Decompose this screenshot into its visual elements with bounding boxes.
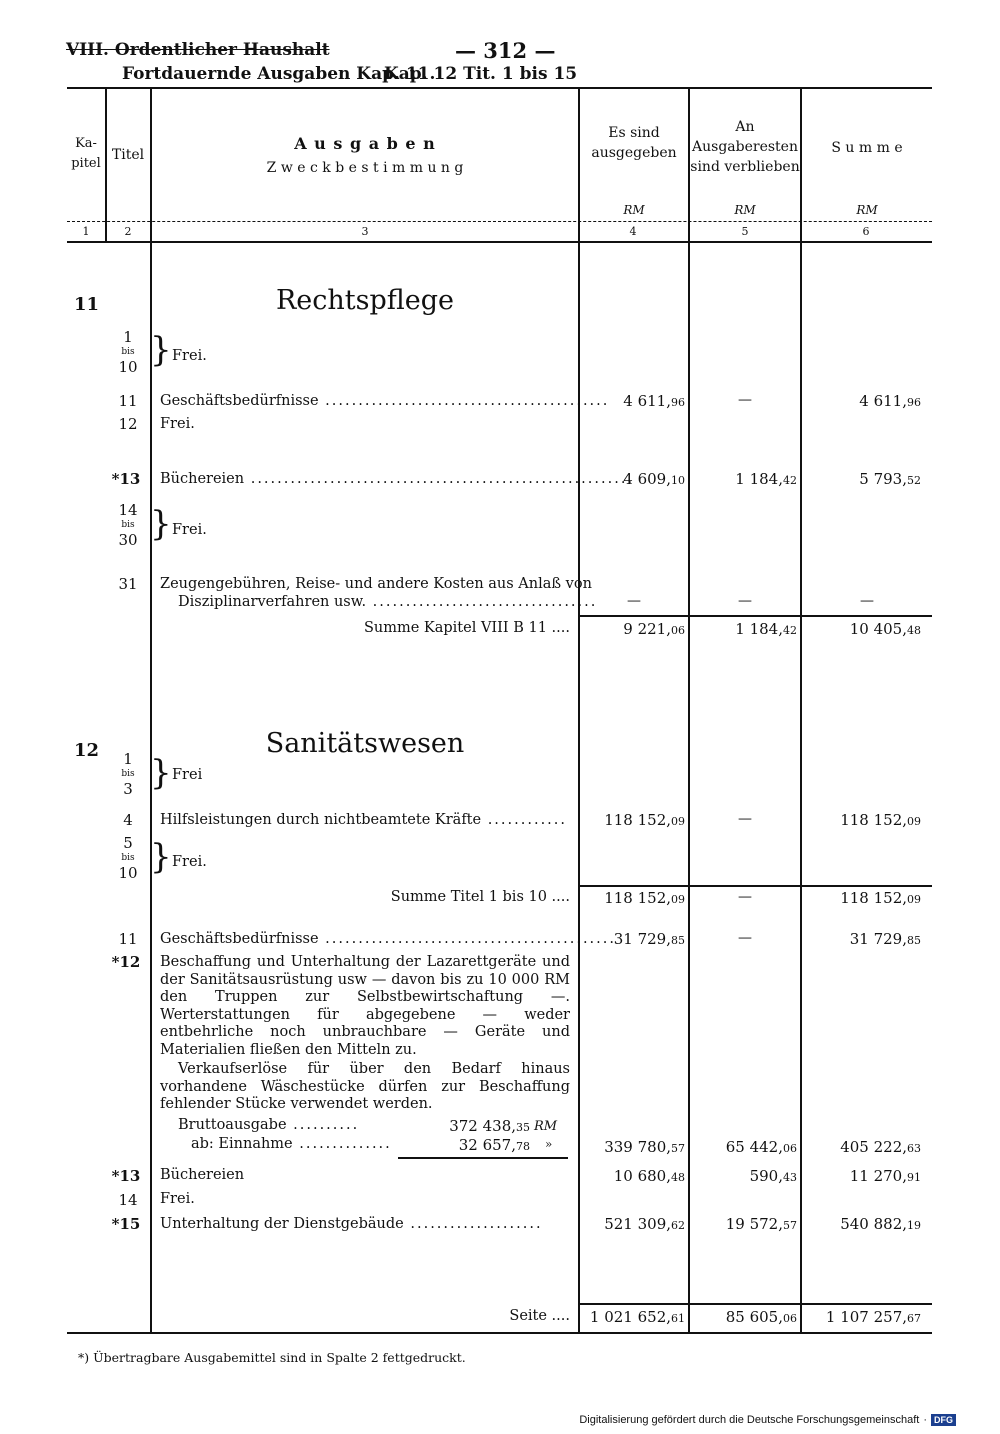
subtitle-left: Fortdauernde Ausgaben Kap. 11. <box>122 64 436 84</box>
k12-r12-brutto-unit: RM <box>534 1119 558 1134</box>
currency-col4: RM <box>623 203 645 217</box>
k11-r31-ausgegeben: — <box>627 593 641 609</box>
k12-r4-summe: 118 152,09 <box>840 811 921 829</box>
k12-r15-summe: 540 882,19 <box>840 1215 921 1233</box>
k11-r13-reste: 1 184,42 <box>735 470 797 488</box>
col-divider-4 <box>688 88 690 1333</box>
k11-sum-reste: 1 184,42 <box>735 620 797 638</box>
k12-r11-reste: — <box>738 930 752 946</box>
page-number: — 312 — <box>455 38 556 63</box>
k12-r12-ausgegeben: 339 780,57 <box>604 1138 685 1156</box>
kapitel-11-number: 11 <box>74 294 100 315</box>
kapitel-12-number: 12 <box>74 740 100 761</box>
k12-r12-einnahme-label: ab: Einnahme .............. <box>191 1136 392 1152</box>
k12-sum110-ausgegeben: 118 152,09 <box>604 889 685 907</box>
header-summe: S u m m e <box>831 140 903 156</box>
header-kapitel: Ka- pitel <box>71 136 101 171</box>
subtitle-right: Kap. 12 Tit. 1 bis 15 <box>384 64 578 84</box>
page-total-label: Seite .... <box>509 1308 570 1324</box>
k11-group1-titel: 1 bis 10 <box>118 328 138 376</box>
k12-r12-einnahme-amount: 32 657,78 <box>458 1136 530 1154</box>
page-total-summe: 1 107 257,67 <box>825 1308 921 1326</box>
k12-sum110-summe: 118 152,09 <box>840 889 921 907</box>
k12-r4-text: Hilfsleistungen durch nichtbeamtete Kräfte ............ <box>160 812 568 828</box>
col-divider-5 <box>800 88 802 1333</box>
k12-r13-ausgegeben: 10 680,48 <box>613 1167 685 1185</box>
colnum-2: 2 <box>124 225 132 238</box>
k12-sum110-reste: — <box>738 889 752 905</box>
k11-sum-ausgegeben: 9 221,06 <box>623 620 685 638</box>
table-bottom-rule <box>67 1332 932 1334</box>
k12-r12-reste: 65 442,06 <box>725 1138 797 1156</box>
part-heading: VIII. Ordentlicher Haushalt <box>66 40 330 60</box>
brace-icon: } <box>150 504 172 544</box>
k12-group1-titel: 1 bis 3 <box>121 750 135 798</box>
k12-r14-titel: 14 <box>118 1191 138 1209</box>
k12-sum110-label: Summe Titel 1 bis 10 .... <box>390 889 570 905</box>
k11-r11-titel: 11 <box>118 392 138 410</box>
col-divider-2 <box>150 88 152 1333</box>
k12-r13-summe: 11 270,91 <box>849 1167 921 1185</box>
k11-r11-summe: 4 611,96 <box>859 392 921 410</box>
header-zweck: Z w e c k b e s t i m m u n g <box>266 160 464 176</box>
dfg-logo-icon: DFG <box>931 1414 956 1426</box>
k11-r31-line2: Disziplinarverfahren usw. .................................. <box>178 594 598 610</box>
k12-r4-ausgegeben: 118 152,09 <box>604 811 685 829</box>
brace-icon: } <box>150 753 172 793</box>
dfg-credit-text: Digitalisierung gefördert durch die Deutsche Forschungsgemeinschaft <box>579 1414 920 1426</box>
footnote: *) Übertragbare Ausgabemittel sind in Spalte 2 fettgedruckt. <box>78 1350 466 1365</box>
k12-r12-einnahme-unit: » <box>545 1137 553 1151</box>
k12-r12-para2: Verkaufserlöse für über den Bedarf hinaus vorhandene Wäschestücke dürfen zur Beschaffung fehlender Stücke verwendet werden. <box>160 1061 570 1113</box>
k12-r15-titel: *15 <box>111 1215 141 1233</box>
k11-r31-summe: — <box>860 593 874 609</box>
k12-r12-para1: Beschaffung und Unterhaltung der Lazarettgeräte und der Sanitätsausrüstung usw — davon bis zu 10 000 RM den Truppen zur Selbstbewirtschaftung —. Werterstattungen für abgegebene — weder entbehrliche noch unbrauchbare — Geräte und Materialien fließen den Mitteln zu. <box>160 954 570 1058</box>
k12-r12-summe: 405 222,63 <box>840 1138 921 1156</box>
header-bottom-rule <box>67 241 932 243</box>
k12-r12-titel: *12 <box>111 953 141 971</box>
colnum-4: 4 <box>629 225 637 238</box>
k11-r12-text: Frei. <box>160 416 195 432</box>
colnum-3: 3 <box>361 225 369 238</box>
k11-r12-titel: 12 <box>118 415 138 433</box>
k12-r15-text: Unterhaltung der Dienstgebäude .................... <box>160 1216 543 1232</box>
k12-group2-titel: 5 bis 10 <box>118 834 138 882</box>
k11-sum-summe: 10 405,48 <box>849 620 921 638</box>
currency-col5: RM <box>734 203 756 217</box>
k12-r11-text: Geschäftsbedürfnisse ............................................ <box>160 931 616 947</box>
k11-r11-ausgegeben: 4 611,96 <box>623 392 685 410</box>
header-ausgabereste: An Ausgaberesten sind verblieben <box>690 119 800 175</box>
dfg-credit: Digitalisierung gefördert durch die Deutsche Forschungsgemeinschaft · DFG <box>579 1414 956 1426</box>
page-total-ausgegeben: 1 021 652,61 <box>589 1308 685 1326</box>
k11-r13-titel: *13 <box>111 470 141 488</box>
col-divider-1 <box>105 88 107 242</box>
k12-r11-summe: 31 729,85 <box>849 930 921 948</box>
k12-r13-text: Büchereien <box>160 1167 245 1183</box>
header-ausgegeben: Es sind ausgegeben <box>591 125 677 161</box>
k11-r31-reste: — <box>738 593 752 609</box>
table-top-rule <box>67 87 932 89</box>
k11-r31-titel: 31 <box>118 575 138 593</box>
k12-r4-titel: 4 <box>123 811 133 829</box>
k12-r12-brutto-label: Bruttoausgabe .......... <box>178 1117 360 1133</box>
colnum-5: 5 <box>741 225 749 238</box>
k11-group2-text: Frei. <box>172 522 207 538</box>
k11-r31-line1: Zeugengebühren, Reise- und andere Kosten aus Anlaß von <box>160 576 592 592</box>
k12-sum110-rule <box>580 885 932 887</box>
k12-group1-text: Frei <box>172 767 203 783</box>
k12-r12-brutto-amount: 372 438,35 <box>449 1117 530 1135</box>
k11-r13-text: Büchereien .......................................................... <box>160 471 635 487</box>
header-titel: Titel <box>111 147 145 163</box>
kapitel-12-title: Sanitätswesen <box>265 728 465 759</box>
header-ausgaben: A u s g a b e n <box>294 134 436 153</box>
page-total-rule <box>580 1303 932 1305</box>
colnum-6: 6 <box>862 225 870 238</box>
k11-r11-reste: — <box>738 392 752 408</box>
k11-group1-text: Frei. <box>172 348 207 364</box>
header-dashed-rule <box>67 221 932 223</box>
k11-group2-titel: 14 bis 30 <box>118 501 138 549</box>
brace-icon: } <box>150 330 172 370</box>
col-divider-3 <box>578 88 580 1333</box>
k11-r11-text: Geschäftsbedürfnisse ........................................... <box>160 393 610 409</box>
k12-r11-ausgegeben: 31 729,85 <box>613 930 685 948</box>
k12-r4-reste: — <box>738 811 752 827</box>
k12-r12-subtotal-rule <box>398 1157 568 1159</box>
currency-col6: RM <box>856 203 878 217</box>
k12-r13-reste: 590,43 <box>749 1167 797 1185</box>
kapitel-11-title: Rechtspflege <box>275 285 455 316</box>
k11-r13-summe: 5 793,52 <box>859 470 921 488</box>
colnum-1: 1 <box>82 225 90 238</box>
k11-sum-label: Summe Kapitel VIII B 11 .... <box>363 620 570 636</box>
k12-r13-titel: *13 <box>111 1167 141 1185</box>
k12-r11-titel: 11 <box>118 930 138 948</box>
k11-r13-ausgegeben: 4 609,10 <box>623 470 685 488</box>
k12-group2-text: Frei. <box>172 854 207 870</box>
page-total-reste: 85 605,06 <box>725 1308 797 1326</box>
k12-r15-ausgegeben: 521 309,62 <box>604 1215 685 1233</box>
k12-r15-reste: 19 572,57 <box>725 1215 797 1233</box>
brace-icon: } <box>150 837 172 877</box>
k12-r14-text: Frei. <box>160 1191 195 1207</box>
k11-sum-rule <box>580 615 932 617</box>
